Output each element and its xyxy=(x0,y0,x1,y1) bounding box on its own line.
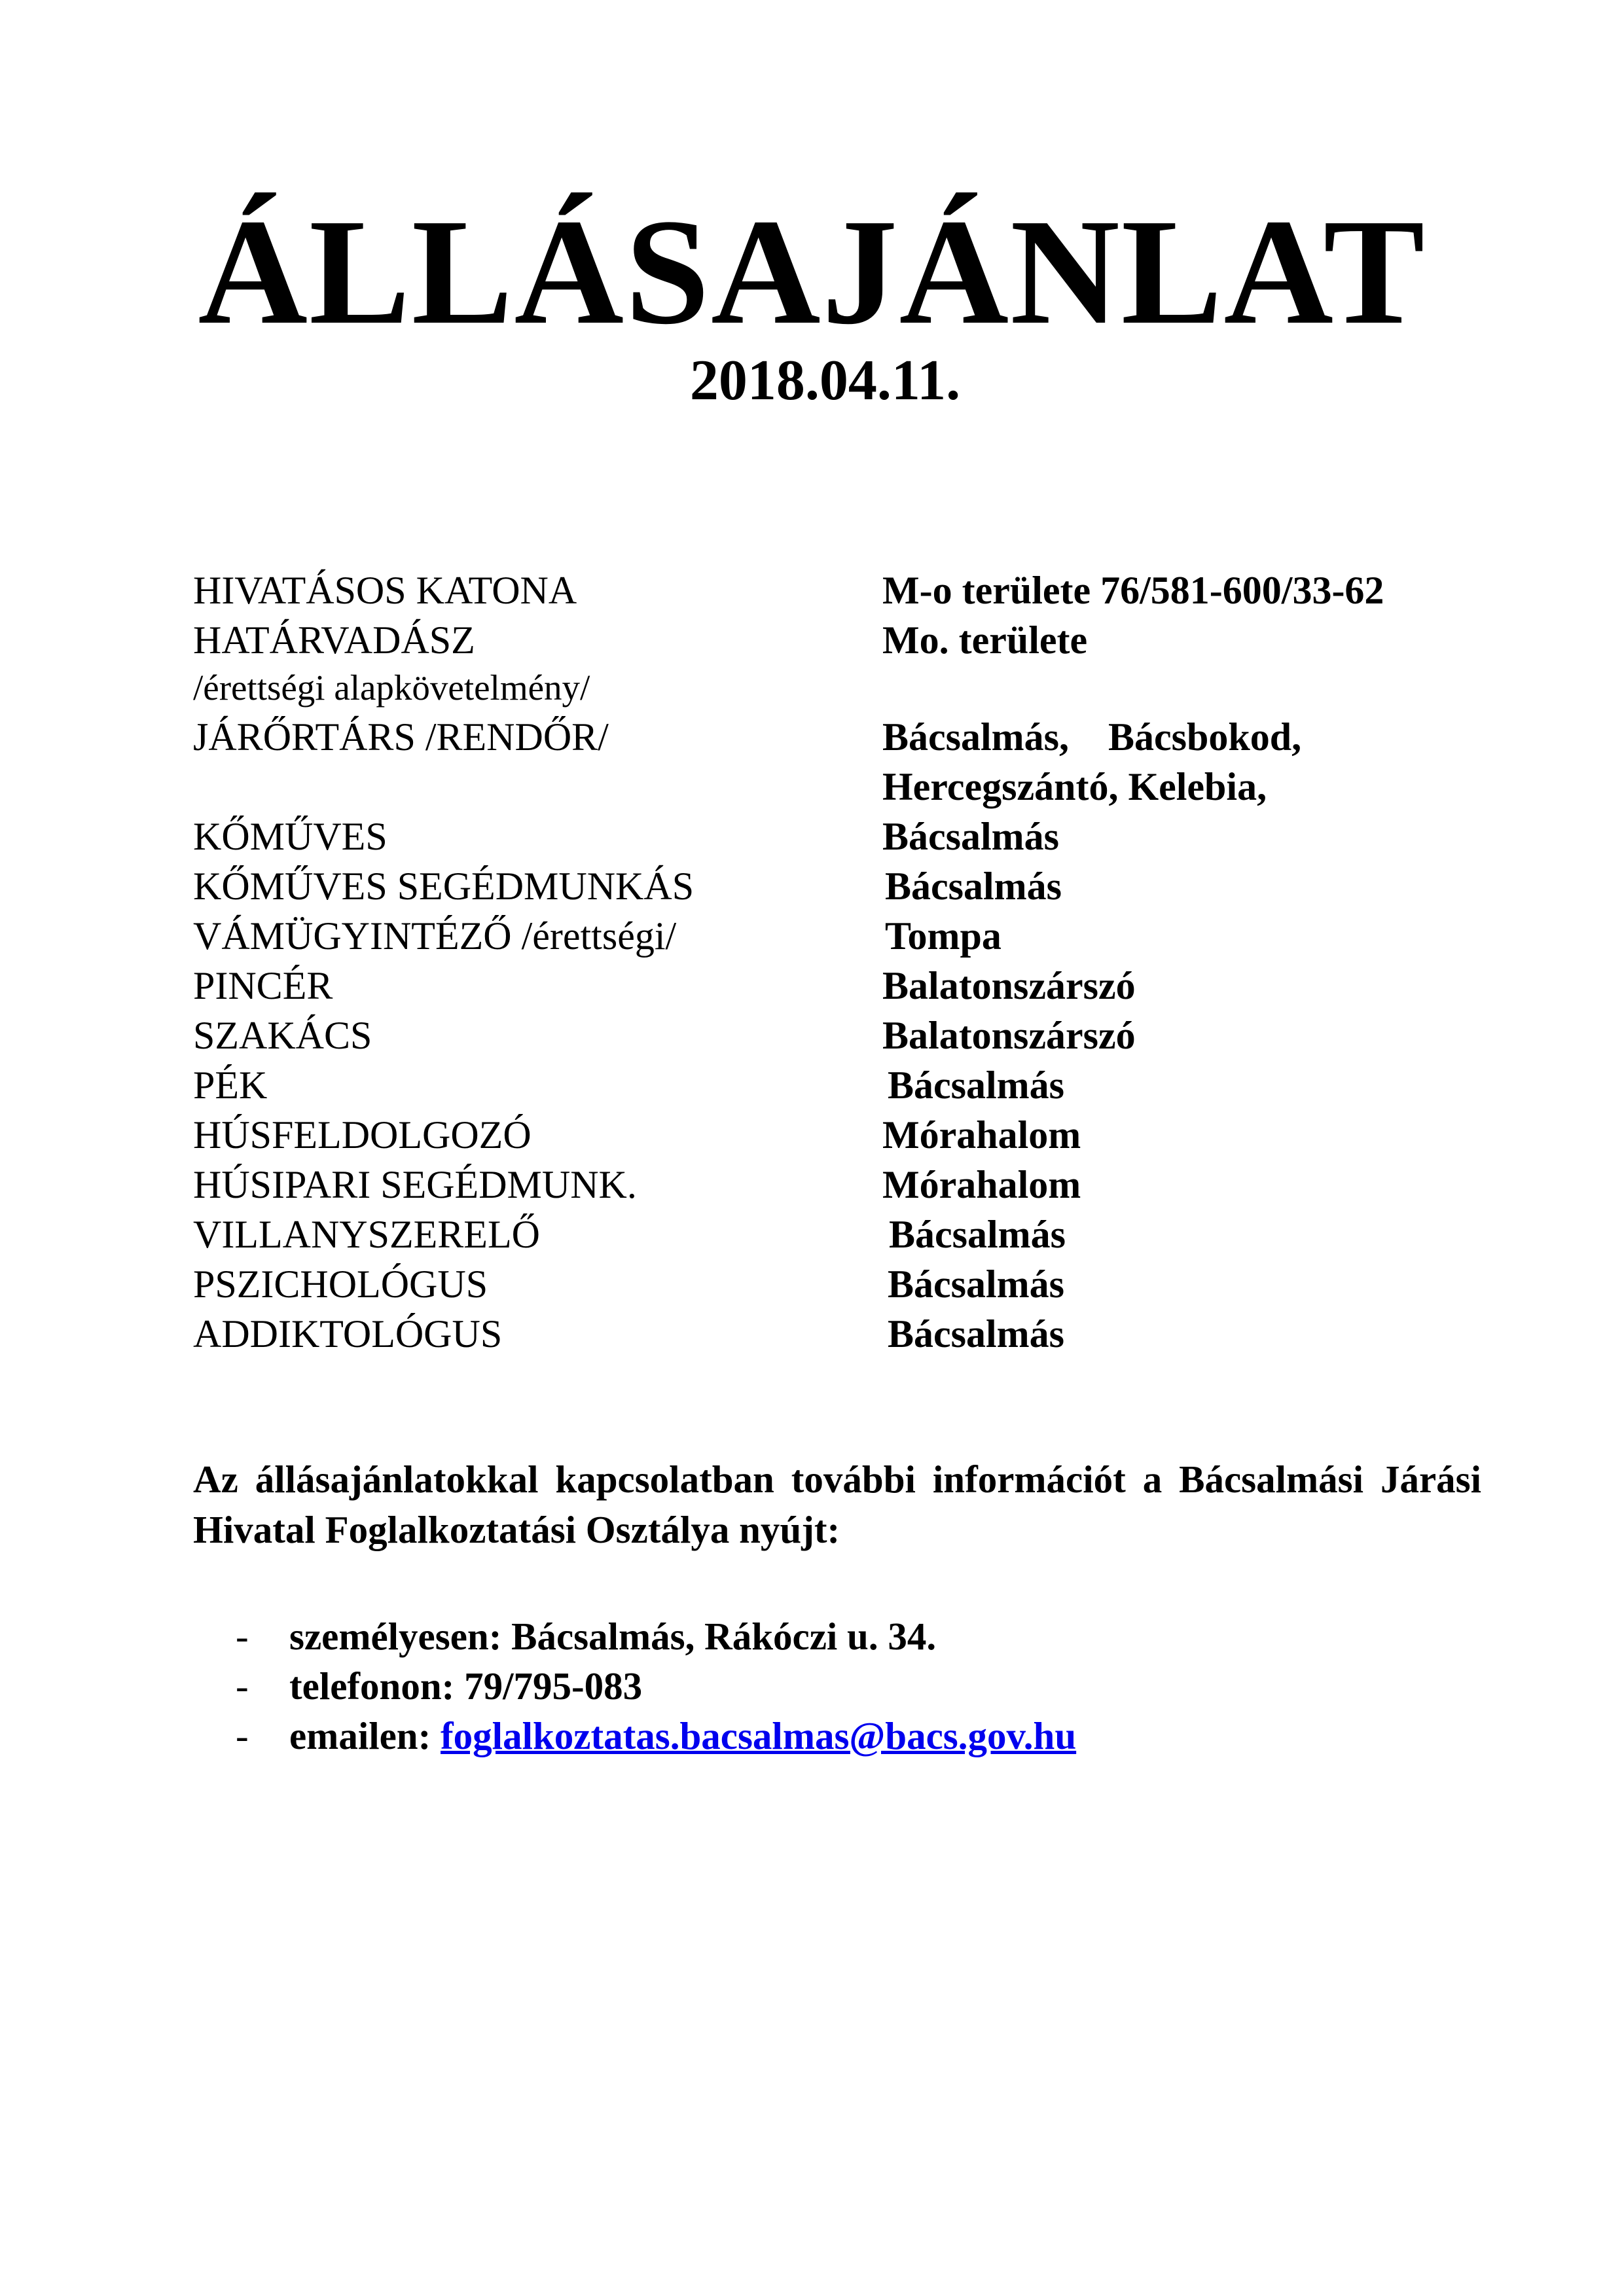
list-dash: - xyxy=(236,1615,249,1658)
job-location: Balatonszárszó xyxy=(882,964,1136,1007)
job-location: Bácsalmás xyxy=(889,1213,1066,1256)
email-label: emailen: xyxy=(289,1714,441,1757)
job-title: KŐMŰVES SEGÉDMUNKÁS xyxy=(193,865,695,908)
job-location: Bácsalmás xyxy=(882,815,1059,858)
list-dash: - xyxy=(236,1714,249,1757)
job-location: Mórahalom xyxy=(882,1163,1081,1206)
job-title: KŐMŰVES xyxy=(193,815,388,858)
job-location: Balatonszárszó xyxy=(882,1014,1136,1057)
info-paragraph: Az állásajánlatokkal kapcsolatban további információt a Bácsalmási Járási Hivatal Foglalkoztatási Osztálya nyújt: xyxy=(193,1458,1481,1551)
job-location: Bácsalmás xyxy=(885,865,1062,908)
job-title: JÁRŐRTÁRS /RENDŐR/ xyxy=(193,715,609,759)
job-location: Mórahalom xyxy=(882,1113,1081,1157)
job-title: PÉK xyxy=(193,1064,268,1107)
job-title: HIVATÁSOS KATONA xyxy=(193,569,577,612)
job-location: Bácsalmás xyxy=(888,1064,1064,1107)
contact-email xyxy=(236,1711,1076,1761)
job-title: HATÁRVADÁSZ xyxy=(193,619,475,662)
contact-in-person xyxy=(236,1611,1076,1661)
job-location: Hercegszántó, Kelebia, xyxy=(882,765,1267,808)
contact-list xyxy=(236,1611,1076,1761)
job-location: Bácsalmás, Bácsbokod, xyxy=(882,715,1302,759)
document-date: 2018.04.11. xyxy=(689,349,961,412)
job-title: HÚSIPARI SEGÉDMUNK. xyxy=(193,1163,637,1206)
job-requirement: /érettségi alapkövetelmény/ xyxy=(193,668,590,708)
job-title: SZAKÁCS xyxy=(193,1014,372,1057)
list-dash: - xyxy=(236,1664,249,1708)
job-location: Bácsalmás xyxy=(888,1263,1064,1306)
job-title: ADDIKTOLÓGUS xyxy=(193,1312,503,1355)
job-title: VÁMÜGYINTÉZŐ /érettségi/ xyxy=(193,914,677,958)
job-title: HÚSFELDOLGOZÓ xyxy=(193,1113,532,1157)
address-text: személyesen: Bácsalmás, Rákóczi u. 34. xyxy=(289,1615,937,1658)
job-title: PINCÉR xyxy=(193,964,333,1007)
job-title: PSZICHOLÓGUS xyxy=(193,1263,488,1306)
job-location: Bácsalmás xyxy=(888,1312,1064,1355)
email-link[interactable]: foglalkoztatas.bacsalmas@bacs.gov.hu xyxy=(441,1714,1077,1757)
contact-phone xyxy=(236,1661,1076,1711)
job-location: Mo. területe xyxy=(882,619,1088,662)
job-title: VILLANYSZERELŐ xyxy=(193,1213,540,1256)
job-location: M-o területe 76/581-600/33-62 xyxy=(882,569,1384,612)
phone-text: telefonon: 79/795-083 xyxy=(289,1664,643,1708)
job-location: Tompa xyxy=(885,914,1001,958)
document-title: ÁLLÁSAJÁNLAT xyxy=(198,188,1426,356)
